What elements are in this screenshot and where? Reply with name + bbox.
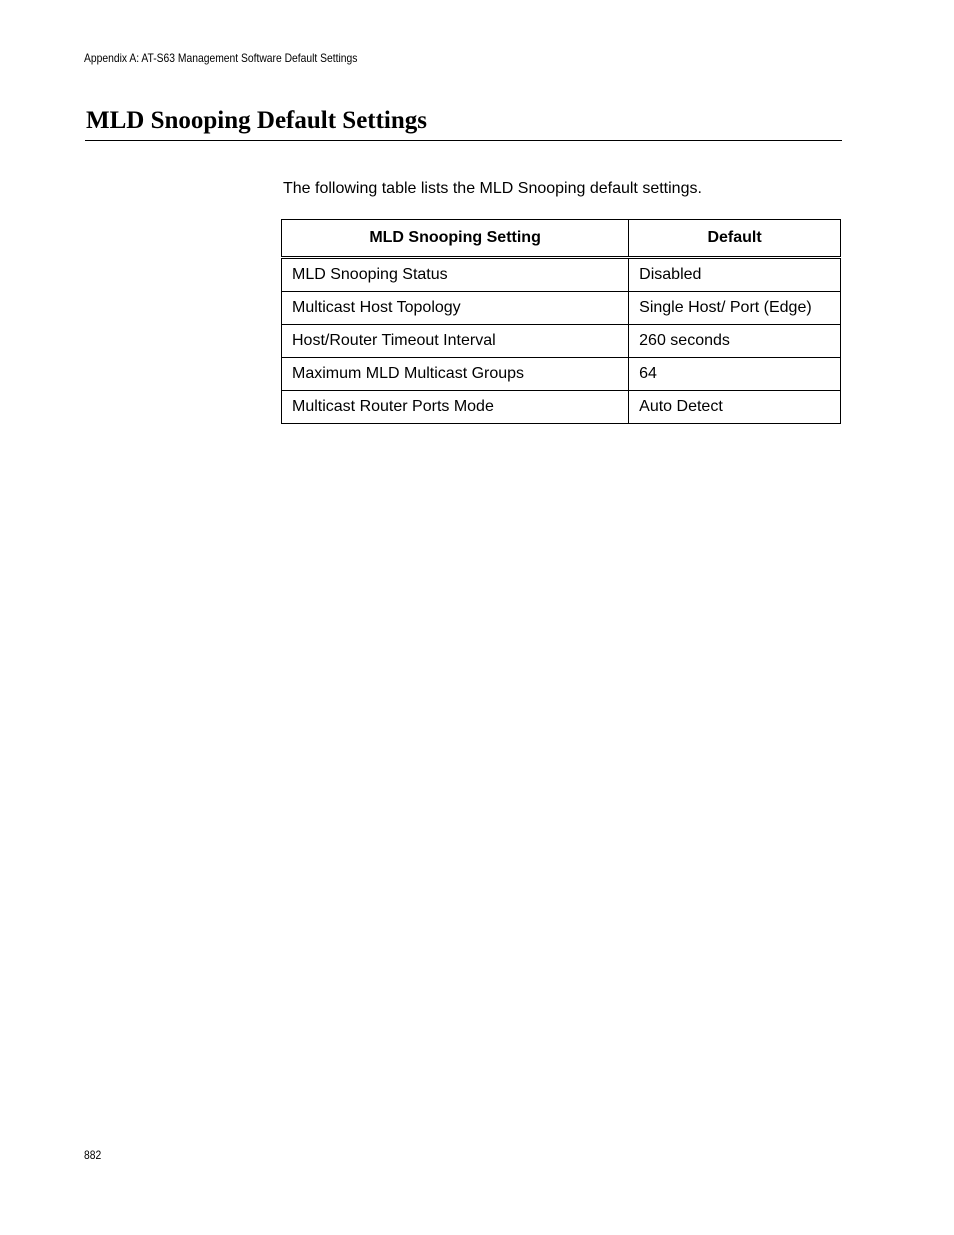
default-cell: Disabled (629, 258, 841, 292)
intro-paragraph: The following table lists the MLD Snooping default settings. (283, 180, 702, 197)
table-row (282, 292, 841, 325)
column-header-setting: MLD Snooping Setting (282, 220, 629, 258)
default-cell: Auto Detect (629, 391, 841, 424)
setting-cell: Multicast Host Topology (282, 292, 629, 325)
table-row (282, 358, 841, 391)
default-cell: 64 (629, 358, 841, 391)
table-row (282, 325, 841, 358)
setting-cell: MLD Snooping Status (282, 258, 629, 292)
default-cell: 260 seconds (629, 325, 841, 358)
running-header: Appendix A: AT-S63 Management Software Default Settings (84, 51, 358, 65)
section-title: MLD Snooping Default Settings (86, 107, 428, 134)
setting-cell: Host/Router Timeout Interval (282, 325, 629, 358)
setting-cell: Maximum MLD Multicast Groups (282, 358, 629, 391)
table-row (282, 258, 841, 292)
page-number: 882 (84, 1148, 102, 1162)
table-row (282, 391, 841, 424)
column-header-default: Default (629, 220, 841, 258)
title-rule (85, 140, 842, 141)
setting-cell: Multicast Router Ports Mode (282, 391, 629, 424)
table-header-row (282, 220, 841, 258)
settings-table (281, 219, 841, 424)
default-cell: Single Host/ Port (Edge) (629, 292, 841, 325)
